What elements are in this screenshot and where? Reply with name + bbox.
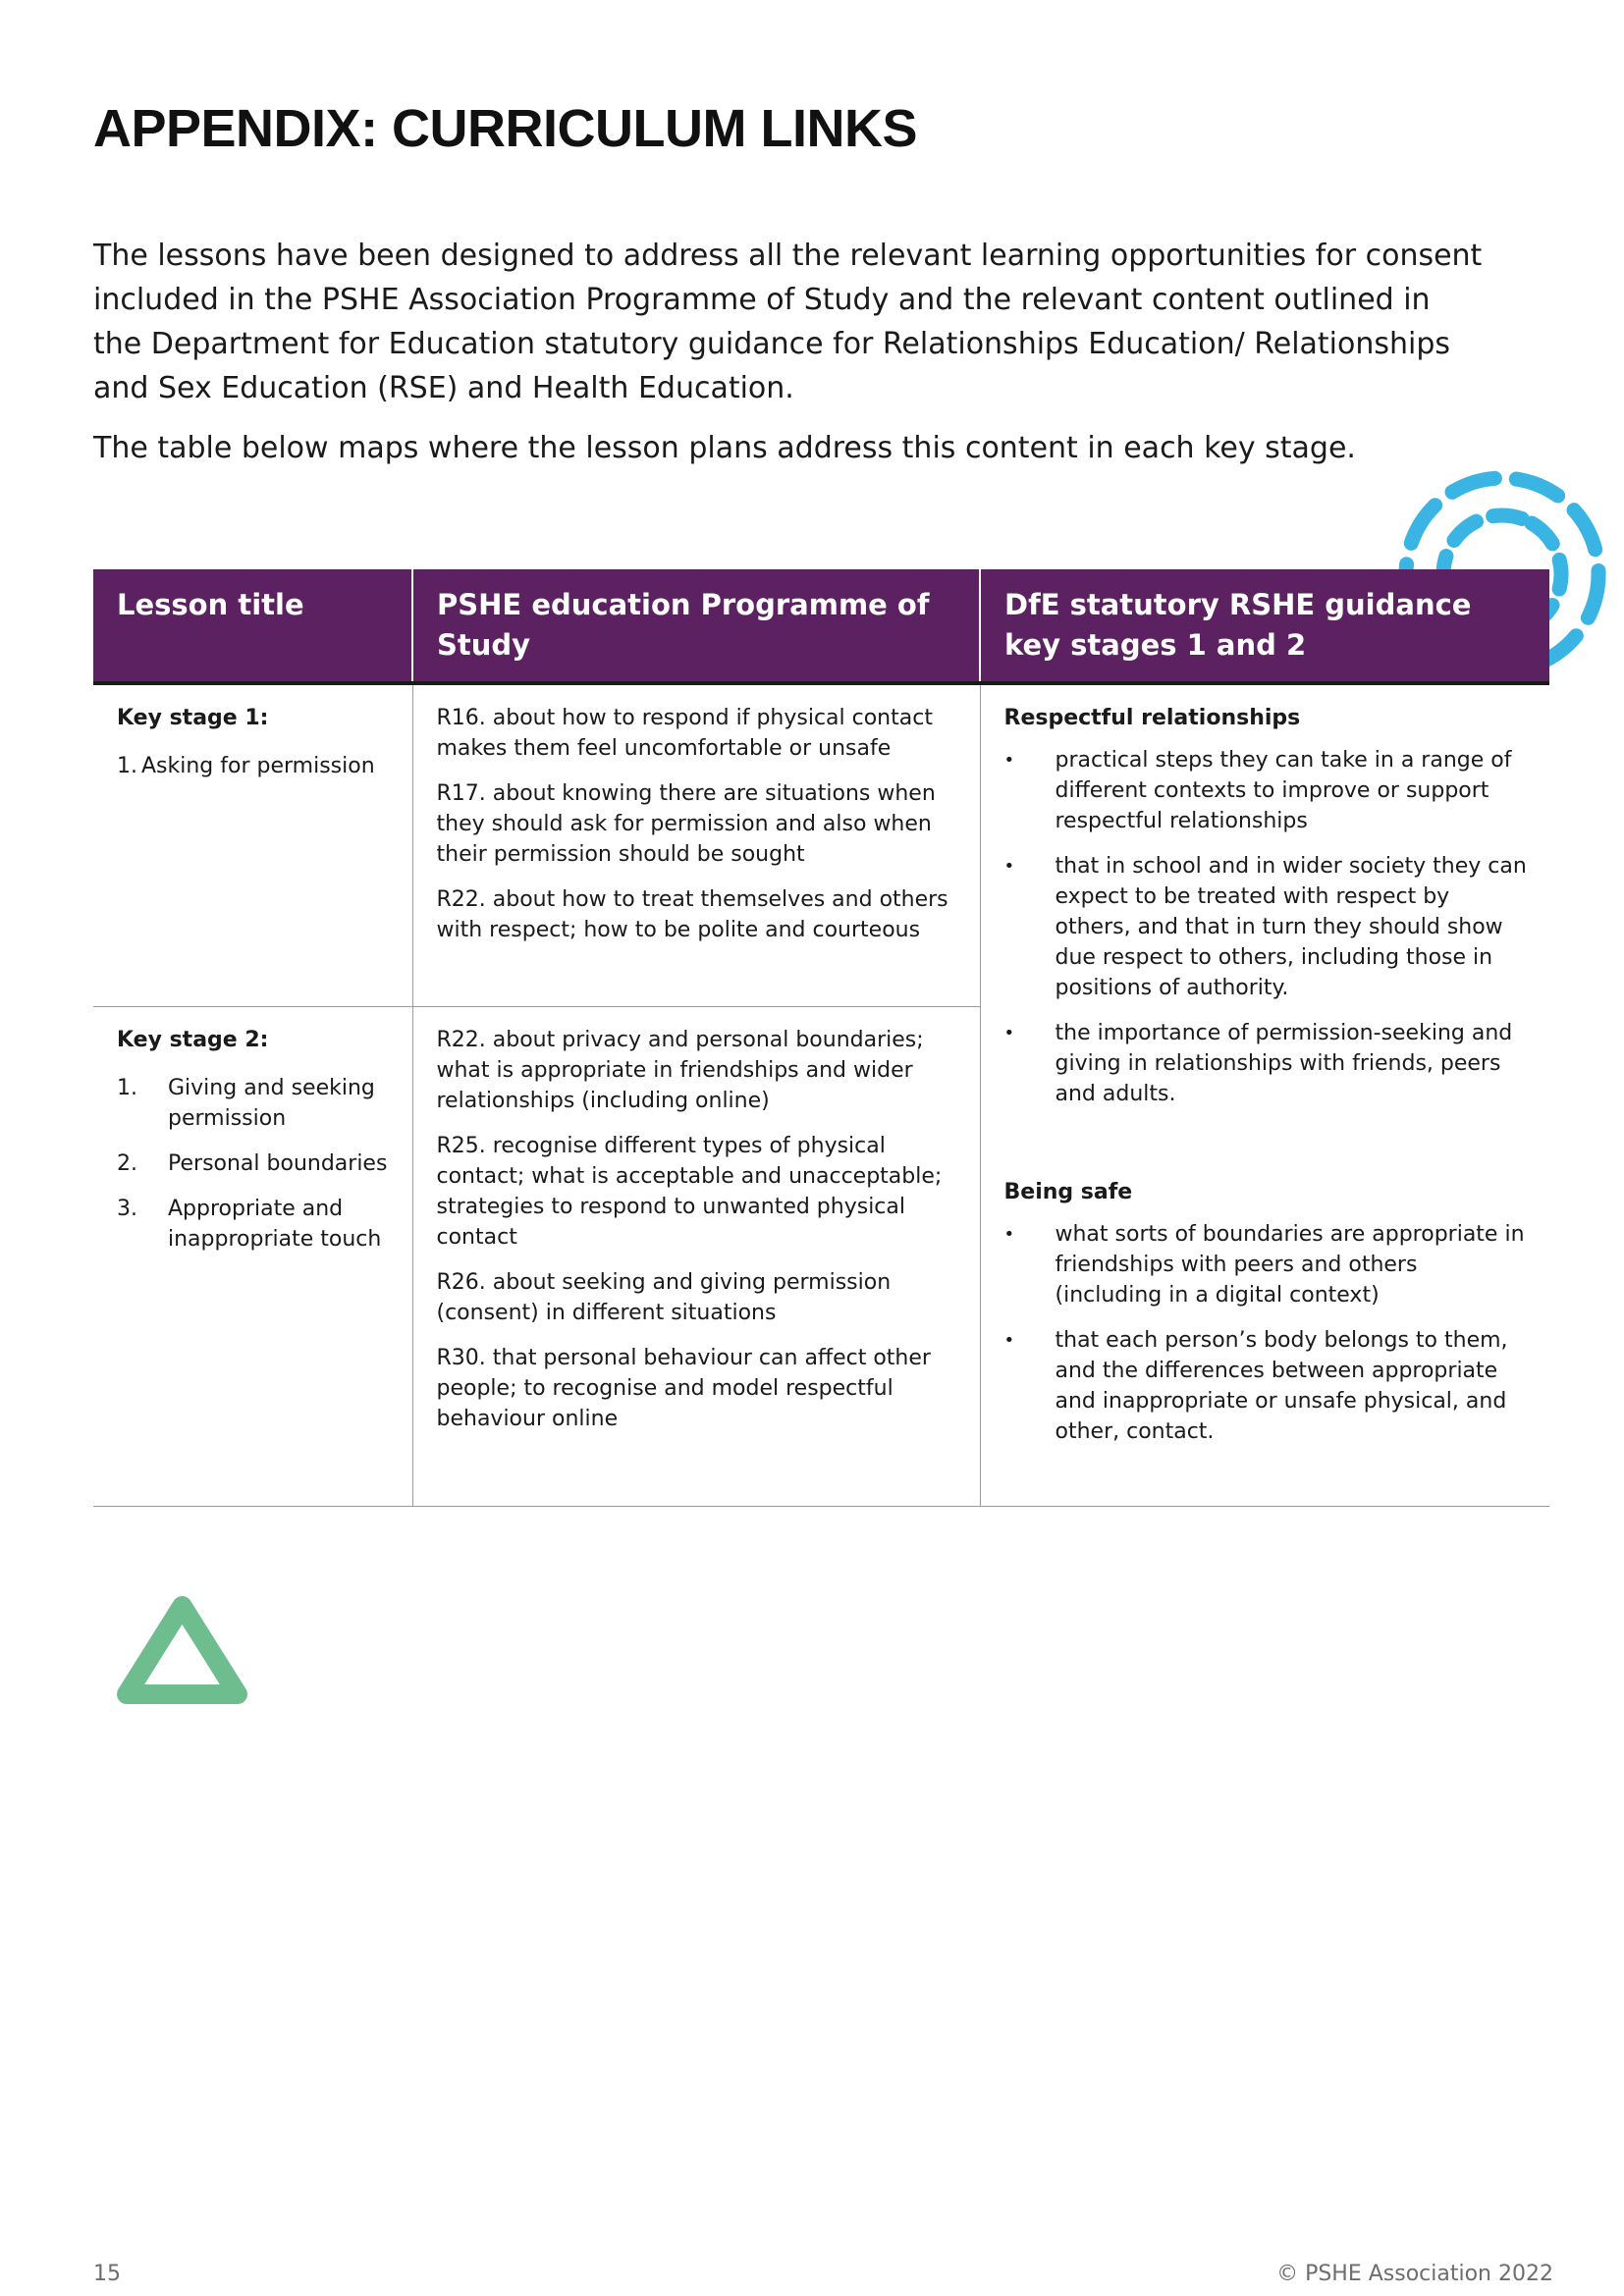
lesson-title: Giving and seeking permission [168, 1076, 375, 1131]
intro-text [93, 234, 1488, 486]
being-safe-list [1004, 1219, 1529, 1447]
ks2-lesson-cell [93, 1007, 412, 1507]
ks1-lesson-cell [93, 683, 412, 1007]
header-dfe-guidance: DfE statutory RSHE guidance key stages 1 and 2 [980, 569, 1549, 683]
bullet-icon: • [1003, 1224, 1015, 1245]
ks2-lesson-list [117, 1073, 391, 1255]
ks2-label: Key stage 2: [117, 1028, 269, 1052]
page-number: 15 [93, 2262, 121, 2286]
ks2-ref-r30: R30. that personal behaviour can affect other people; to recognise and model respectful behaviour online [436, 1346, 931, 1431]
list-item-text: what sorts of boundaries are appropriate in friendships with peers and others (including in a digital context) [1055, 1222, 1525, 1308]
list-item [1004, 1219, 1529, 1310]
header-lesson-title: Lesson title [93, 569, 412, 683]
ks2-refs-cell [412, 1007, 980, 1507]
list-item [1004, 1018, 1529, 1109]
dfe-guidance-cell [980, 683, 1549, 1507]
ks2-ref-r22: R22. about privacy and personal boundaries; what is appropriate in friendships and wider relationships (including online) [436, 1028, 924, 1113]
list-item [117, 1073, 391, 1134]
section-title-respectful-relationships: Respectful relationships [1003, 706, 1301, 730]
ks2-ref-r25: R25. recognise different types of physical contact; what is acceptable and unacceptable; strategies to respond to unwanted physical contact [436, 1134, 943, 1250]
ks1-ref-r16: R16. about how to respond if physical contact makes them feel uncomfortable or unsafe [436, 706, 933, 761]
intro-paragraph-2: The table below maps where the lesson plans address this content in each key stage. [93, 431, 1356, 465]
ks1-ref-r17: R17. about knowing there are situations when they should ask for permission and also when their permission should be sought [436, 781, 936, 867]
table-row-ks1 [93, 683, 1549, 1007]
bullet-icon: • [1003, 750, 1015, 771]
ks2-ref-r26: R26. about seeking and giving permission (consent) in different situations [436, 1270, 892, 1325]
ks1-ref-r22: R22. about how to treat themselves and others with respect; how to be polite and courteous [436, 887, 948, 942]
list-item-text: practical steps they can take in a range of different contexts to improve or support respectful relationships [1055, 748, 1512, 833]
list-number: 1. [117, 754, 137, 778]
lesson-title: Personal boundaries [168, 1151, 388, 1176]
curriculum-table [93, 569, 1549, 1507]
list-item [1004, 851, 1529, 1003]
ks1-refs-cell [412, 683, 980, 1007]
list-item-text: the importance of permission-seeking and giving in relationships with friends, peers and adults. [1055, 1021, 1513, 1106]
section-title-being-safe: Being safe [1003, 1180, 1133, 1204]
list-item [1004, 745, 1529, 836]
bullet-icon: • [1003, 1023, 1015, 1043]
intro-paragraph-1: The lessons have been designed to address all the relevant learning opportunities for consent included in the PSHE Association Programme of Study and the relevant content outlined in the Department for Education statutory guidance for Relationships Education/ Relationships and Sex Education (RSE) and Health Education. [93, 239, 1483, 405]
list-item [1004, 1325, 1529, 1447]
triangle-icon [116, 1592, 248, 1708]
list-item [117, 1194, 391, 1255]
ks1-label: Key stage 1: [117, 706, 269, 730]
page-title: APPENDIX: CURRICULUM LINKS [93, 99, 918, 158]
lesson-title: Asking for permission [141, 754, 375, 778]
lesson-title: Appropriate and inappropriate touch [168, 1197, 382, 1252]
header-pshe-programme: PSHE education Programme of Study [412, 569, 980, 683]
bullet-icon: • [1003, 856, 1015, 877]
list-item-text: that each person’s body belongs to them, and the differences between appropriate and inappropriate or unsafe physical, and other, contact. [1055, 1328, 1508, 1444]
list-item-text: that in school and in wider society they can expect to be treated with respect by others, and that in turn they should show due respect to others, including those in positions of authority. [1055, 854, 1527, 1000]
list-item [117, 1148, 391, 1179]
ks1-lesson-list [117, 751, 391, 781]
table-header-row [93, 569, 1549, 683]
list-item [117, 751, 391, 781]
list-number: 1. [117, 1076, 137, 1100]
bullet-icon: • [1003, 1330, 1015, 1351]
list-number: 3. [117, 1197, 137, 1221]
copyright-notice: © PSHE Association 2022 [1276, 2262, 1553, 2286]
respectful-relationships-list [1004, 745, 1529, 1109]
list-number: 2. [117, 1151, 137, 1176]
